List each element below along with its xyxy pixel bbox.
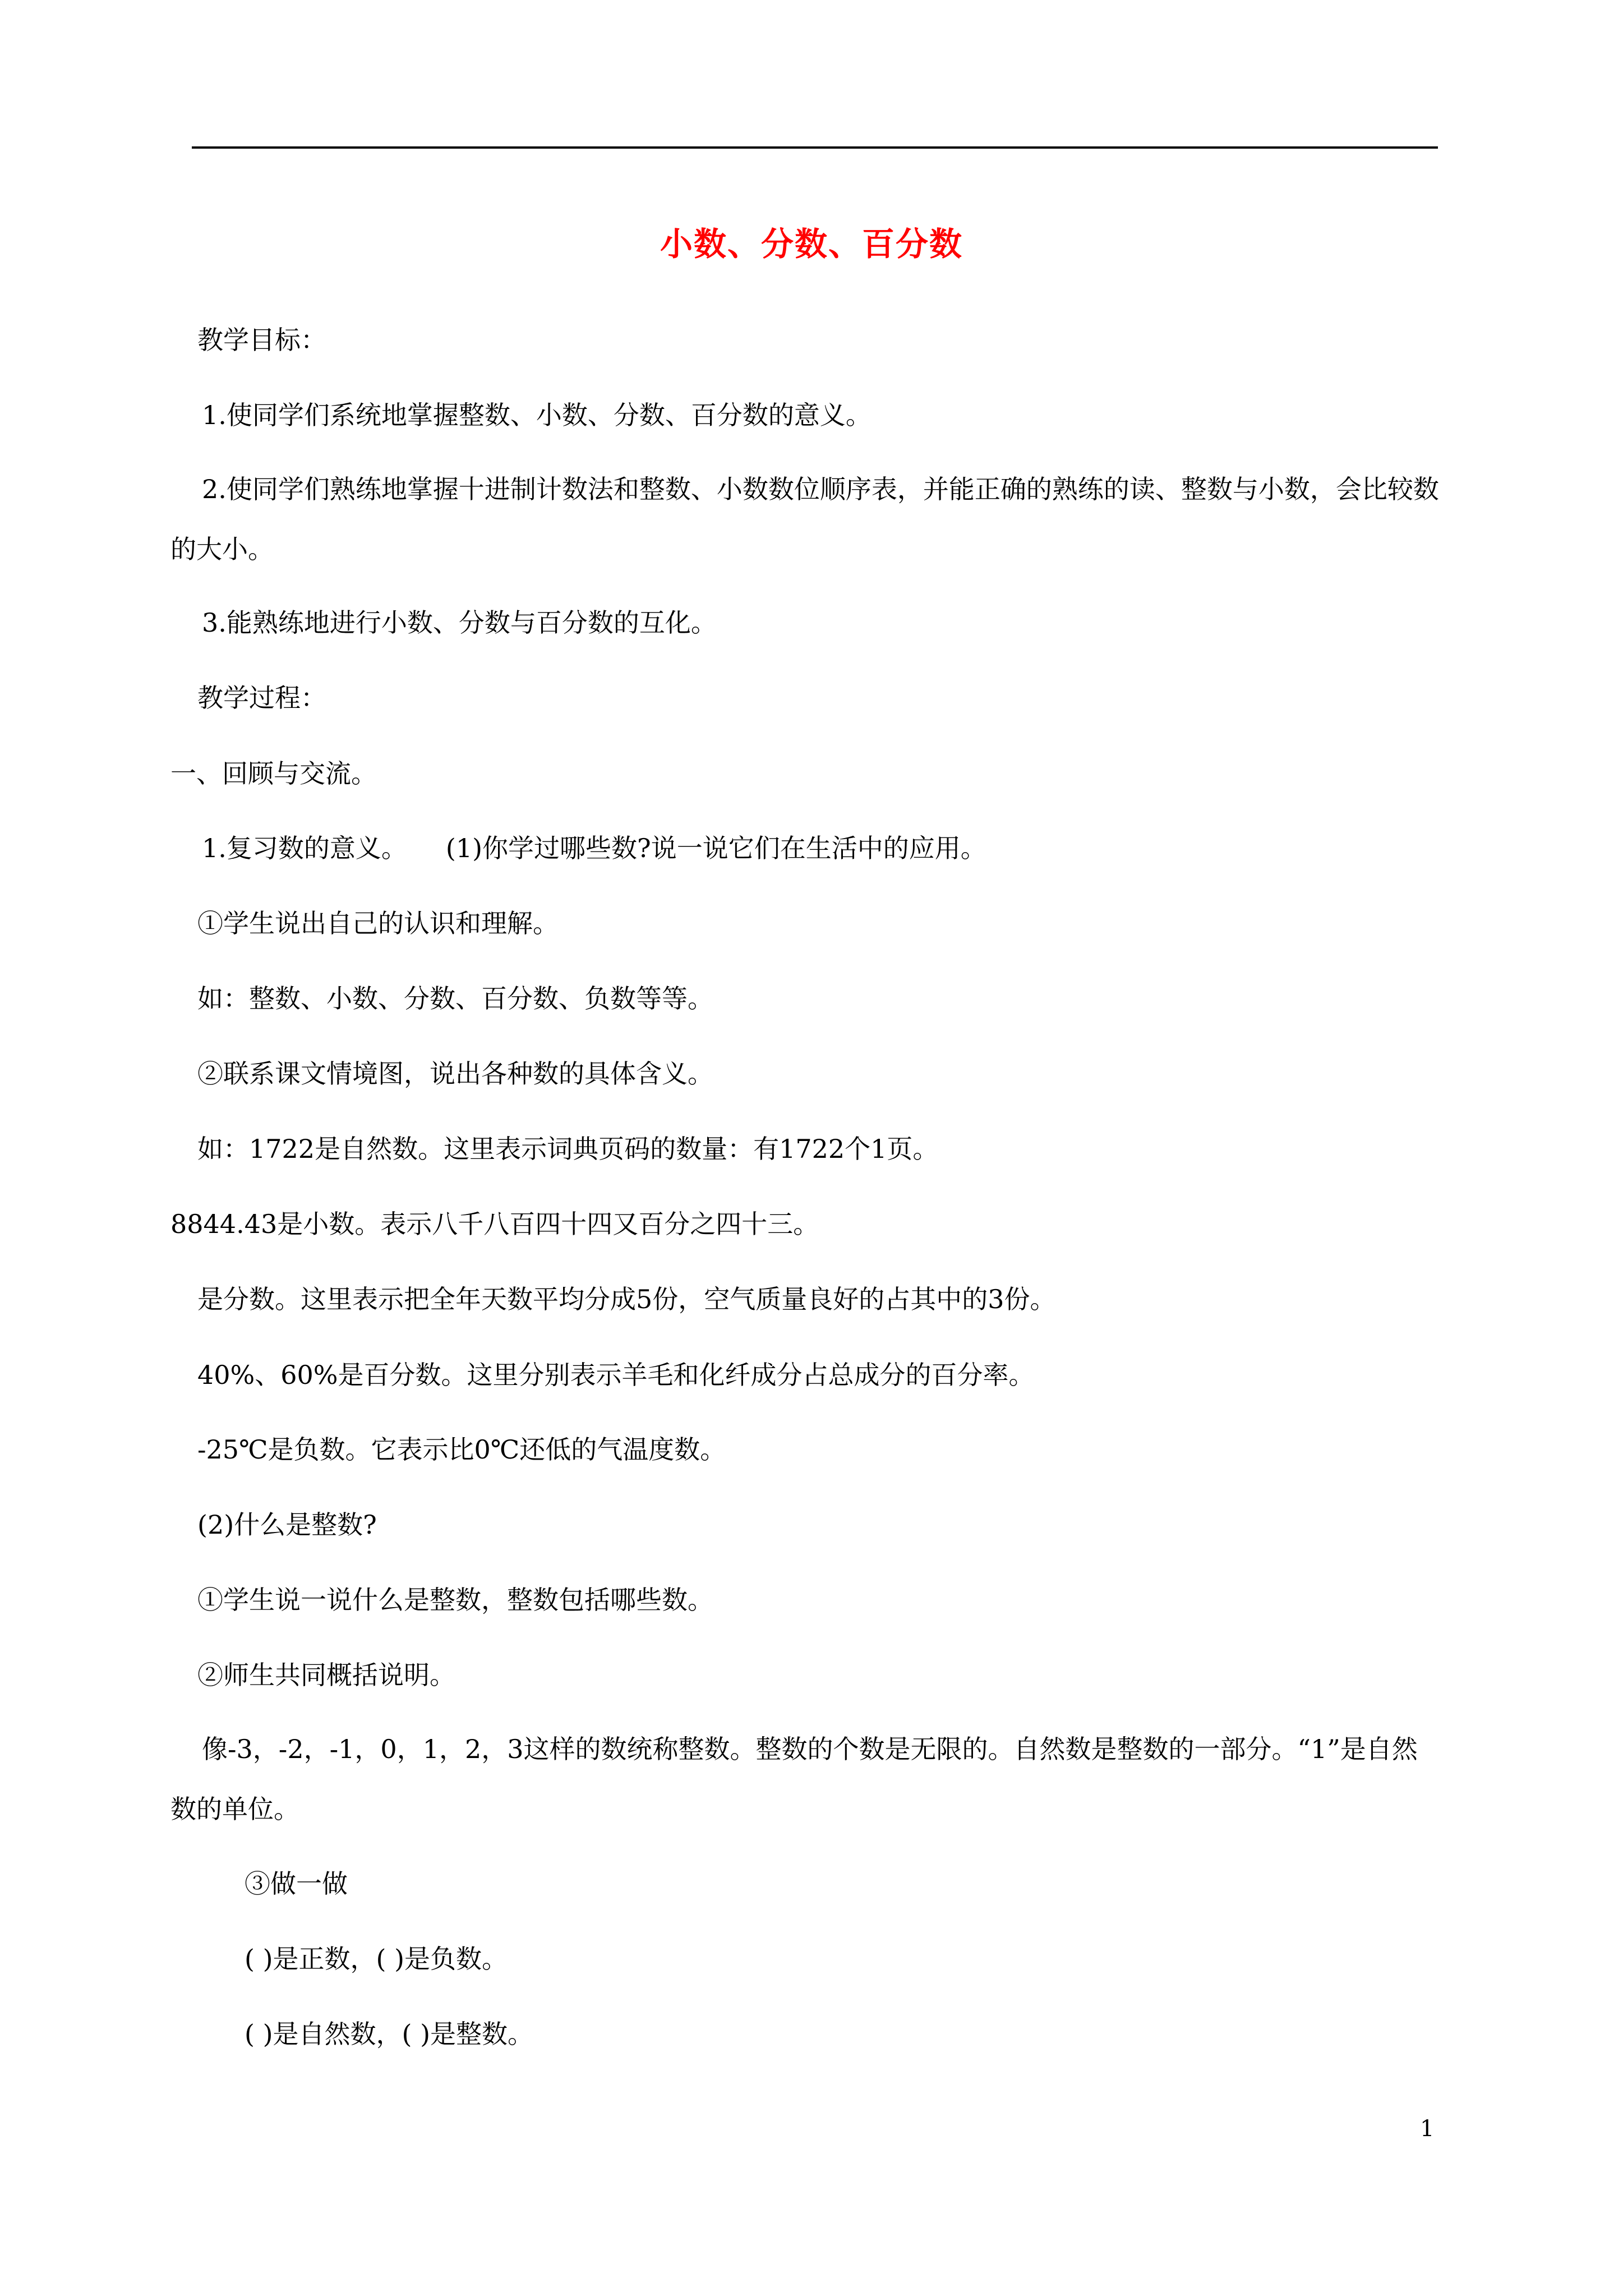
paragraph-teaching-goals-heading: 教学目标： xyxy=(197,325,326,355)
page-number: 1 xyxy=(1420,2116,1435,2142)
section-heading-review: 一、回顾与交流。 xyxy=(170,758,377,789)
paragraph-fraction-example: 是分数。这里表示把全年天数平均分成5份，空气质量良好的占其中的3份。 xyxy=(197,1284,1056,1314)
paragraph-integer-definition: 像-3，-2，-1，0，1，2，3这样的数统称整数。整数的个数是无限的。自然数是整数的一部分。“1”是自然数的单位。 xyxy=(170,1734,1418,1824)
paragraph-natural-number-example: 如：1722是自然数。这里表示词典页码的数量：有1722个1页。 xyxy=(197,1134,939,1164)
paragraph-what-is-integer: (2)什么是整数? xyxy=(197,1510,377,1540)
document-title: 小数、分数、百分数 xyxy=(660,225,963,263)
paragraph-decimal-example: 8844.43是小数。表示八千八百四十四又百分之四十三。 xyxy=(170,1209,819,1239)
paragraph-exercise-positive-negative: ( )是正数，( )是负数。 xyxy=(245,1944,508,1974)
paragraph-goal-3: 3.能熟练地进行小数、分数与百分数的互化。 xyxy=(202,608,717,638)
paragraph-teaching-process-heading: 教学过程： xyxy=(197,683,326,713)
paragraph-negative-example: -25℃是负数。它表示比0℃还低的气温度数。 xyxy=(197,1434,726,1465)
paragraph-step-1: ①学生说出自己的认识和理解。 xyxy=(197,908,559,938)
paragraph-goal-1: 1.使同学们系统地掌握整数、小数、分数、百分数的意义。 xyxy=(202,400,872,430)
paragraph-review-meaning: 1.复习数的意义。 (1)你学过哪些数?说一说它们在生活中的应用。 xyxy=(202,833,986,863)
header-rule xyxy=(192,146,1438,149)
paragraph-example-types: 如：整数、小数、分数、百分数、负数等等。 xyxy=(197,983,713,1014)
paragraph-step-2: ②联系课文情境图，说出各种数的具体含义。 xyxy=(197,1059,713,1089)
paragraph-summary: ②师生共同概括说明。 xyxy=(197,1660,455,1690)
paragraph-percent-example: 40%、60%是百分数。这里分别表示羊毛和化纤成分占总成分的百分率。 xyxy=(197,1360,1035,1390)
paragraph-goal-2: 2.使同学们熟练地掌握十进制计数法和整数、小数数位顺序表，并能正确的熟练的读、整数与小数，会比较数的大小。 xyxy=(170,474,1439,564)
paragraph-exercise-natural-integer: ( )是自然数，( )是整数。 xyxy=(245,2019,534,2049)
paragraph-exercise-heading: ③做一做 xyxy=(245,1869,348,1899)
paragraph-student-explain: ①学生说一说什么是整数，整数包括哪些数。 xyxy=(197,1585,713,1615)
